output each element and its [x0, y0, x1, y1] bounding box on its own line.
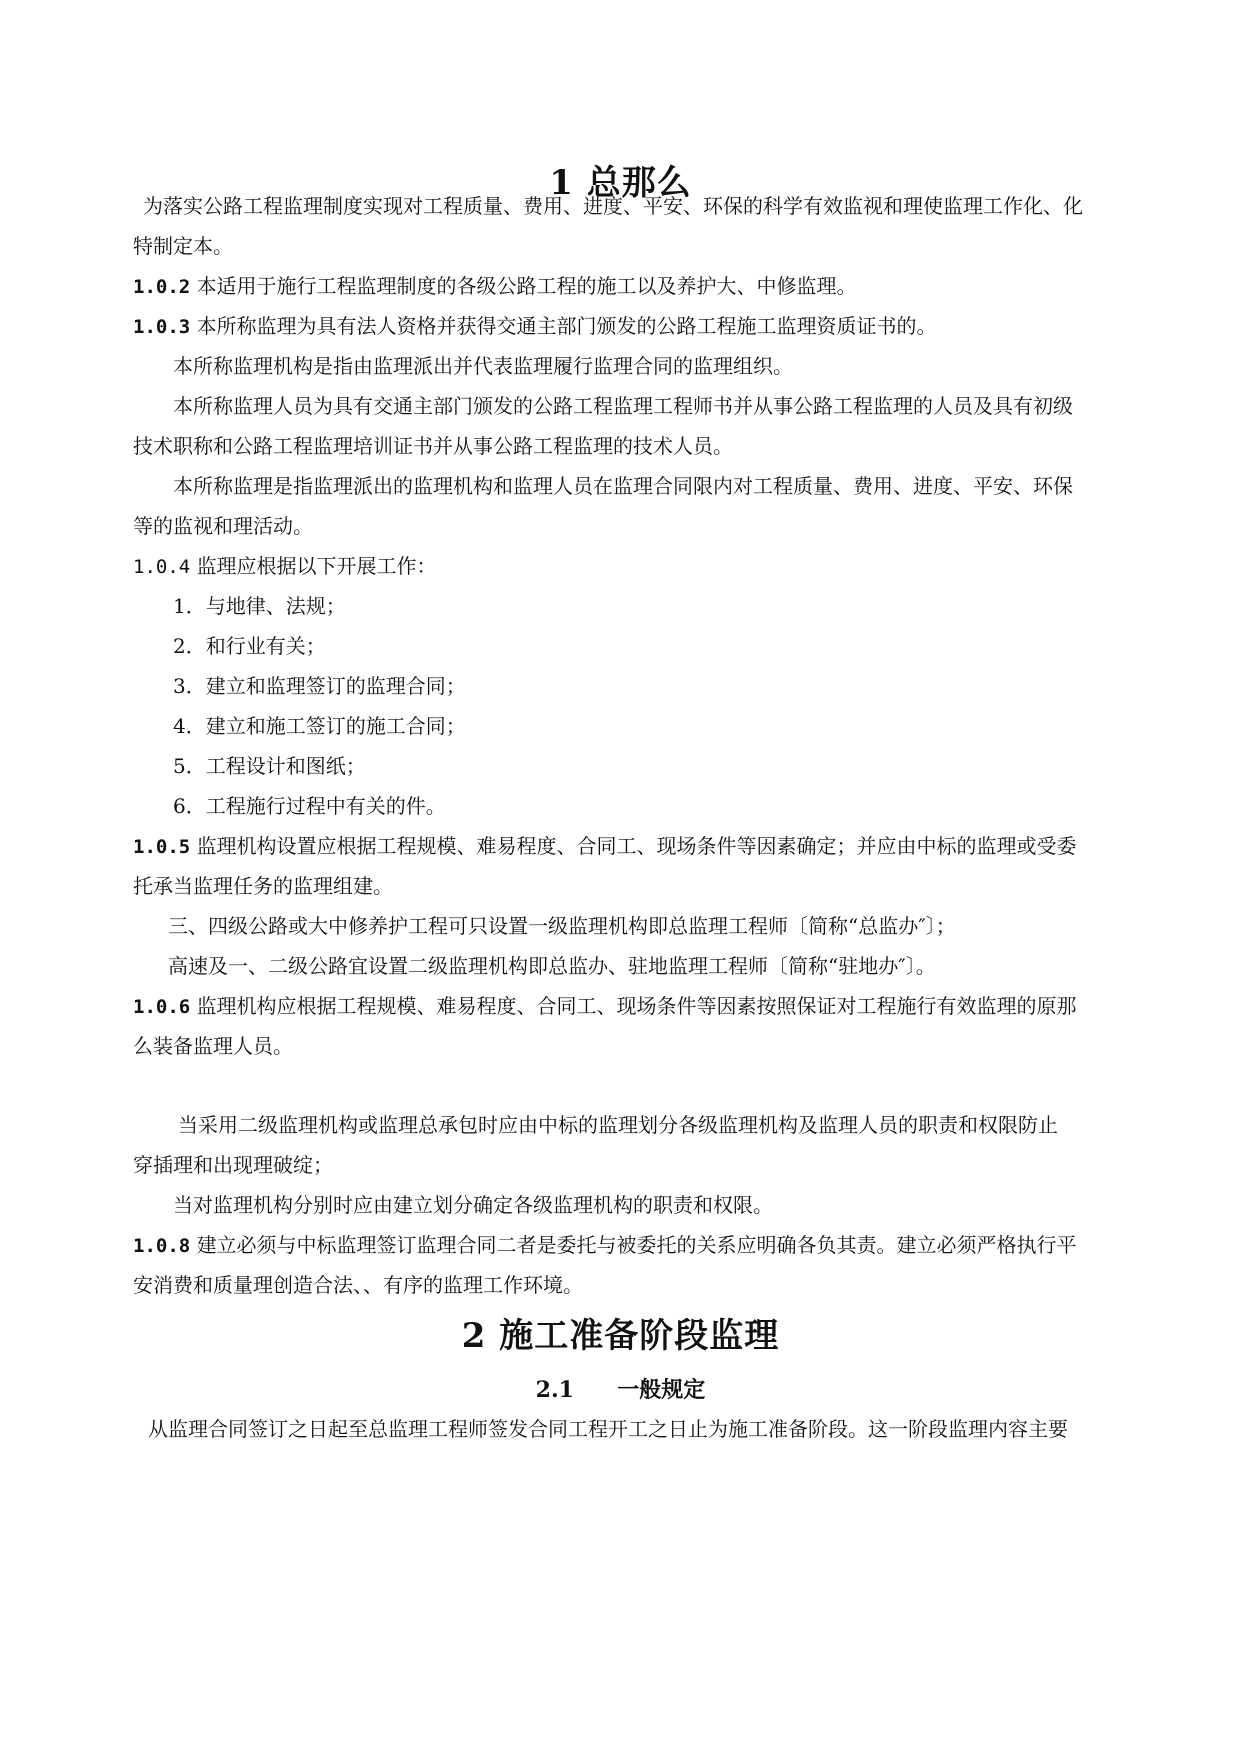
section-1-0-4: [133, 553, 437, 580]
paragraph-line-2: 托承当监理任务的监理组建。: [133, 874, 393, 898]
section-number: 2.1: [535, 1377, 574, 1403]
paragraph-line-2: 穿插理和出现理破绽；: [133, 1153, 333, 1177]
list-item: 3．建立和监理签订的监理合同；: [173, 674, 466, 698]
chapter-2-title: 2 施工准备阶段监理: [461, 1316, 780, 1356]
section-number: 1.0.3: [133, 316, 191, 338]
paragraph-line-2: 安消费和质量理创造合法、、有序的监理工作环境。: [133, 1273, 583, 1297]
list-item: 1．与地律、法规；: [173, 594, 346, 618]
section-number: 1.0.6: [133, 996, 191, 1018]
list-item: 5．工程设计和图纸；: [173, 754, 366, 778]
paragraph-line-1: 当采用二级监理机构或监理总承包时应由中标的监理划分各级监理机构及监理人员的职责和权限防止: [178, 1113, 1058, 1137]
section-title: 一般规定: [617, 1377, 706, 1403]
paragraph: 从监理合同签订之日起至总监理工程师签发合同工程开工之日止为施工准备阶段。这一阶段监理内容主要: [148, 1417, 1068, 1441]
paragraph: 当对监理机构分别时应由建立划分确定各级监理机构的职责和权限。: [173, 1193, 773, 1217]
paragraph-line-2: 技术职称和公路工程监理培训证书并从事公路工程监理的技术人员。: [133, 434, 733, 458]
paragraph: 本所称监理机构是指由监理派出并代表监理履行监理合同的监理组织。: [173, 354, 793, 378]
list-item: 4．建立和施工签订的施工合同；: [173, 714, 466, 738]
section-text: 本适用于施行工程监理制度的各级公路工程的施工以及养护大、中修监理。: [196, 274, 857, 298]
section-1-0-5: [133, 833, 1077, 860]
intro-paragraph-line-2: 特制定本。: [133, 234, 233, 258]
section-2-1-heading: [0, 1373, 1241, 1404]
section-text: 监理机构设置应根据工程规模、难易程度、合同工、现场条件等因素确定；并应由中标的监理或受委: [196, 834, 1077, 858]
section-number: 1.0.8: [133, 1235, 191, 1257]
paragraph: 高速及一、二级公路宜设置二级监理机构即总监办、驻地监理工程师〔简称“驻地办″〕。: [168, 954, 936, 978]
intro-paragraph-line-1: 为落实公路工程监理制度实现对工程质量、费用、进度、平安、环保的科学有效监视和理使监理工作化、化: [143, 194, 1083, 218]
section-text: 监理应根据以下开展工作：: [196, 554, 437, 578]
paragraph-line-1: 本所称监理是指监理派出的监理机构和监理人员在监理合同限内对工程质量、费用、进度、平安、环保: [173, 474, 1073, 498]
section-text: 建立必须与中标监理签订监理合同二者是委托与被委托的关系应明确各负其责。建立必须严格执行平: [196, 1233, 1077, 1257]
paragraph-line-1: 本所称监理人员为具有交通主部门颁发的公路工程监理工程师书并从事公路工程监理的人员及具有初级: [173, 394, 1073, 418]
paragraph-line-2: 等的监视和理活动。: [133, 514, 313, 538]
section-1-0-2: [133, 273, 857, 300]
chapter-1-title: 1 总那么: [549, 163, 692, 203]
paragraph-line-2: 么装备监理人员。: [133, 1034, 293, 1058]
section-text: 本所称监理为具有法人资格并获得交通主部门颁发的公路工程施工监理资质证书的。: [196, 314, 937, 338]
section-number: 1.0.4: [133, 556, 191, 578]
section-text: 监理机构应根据工程规模、难易程度、合同工、现场条件等因素按照保证对工程施行有效监理的原那: [196, 994, 1077, 1018]
section-1-0-3: [133, 313, 937, 340]
section-number: 1.0.2: [133, 276, 191, 298]
section-1-0-8: [133, 1232, 1077, 1259]
section-number: 1.0.5: [133, 836, 191, 858]
list-item: 6．工程施行过程中有关的件。: [173, 794, 446, 818]
section-1-0-6: [133, 993, 1077, 1020]
paragraph: 三、四级公路或大中修养护工程可只设置一级监理机构即总监理工程师〔简称“总监办″〕；: [168, 914, 956, 938]
list-item: 2．和行业有关；: [173, 634, 326, 658]
